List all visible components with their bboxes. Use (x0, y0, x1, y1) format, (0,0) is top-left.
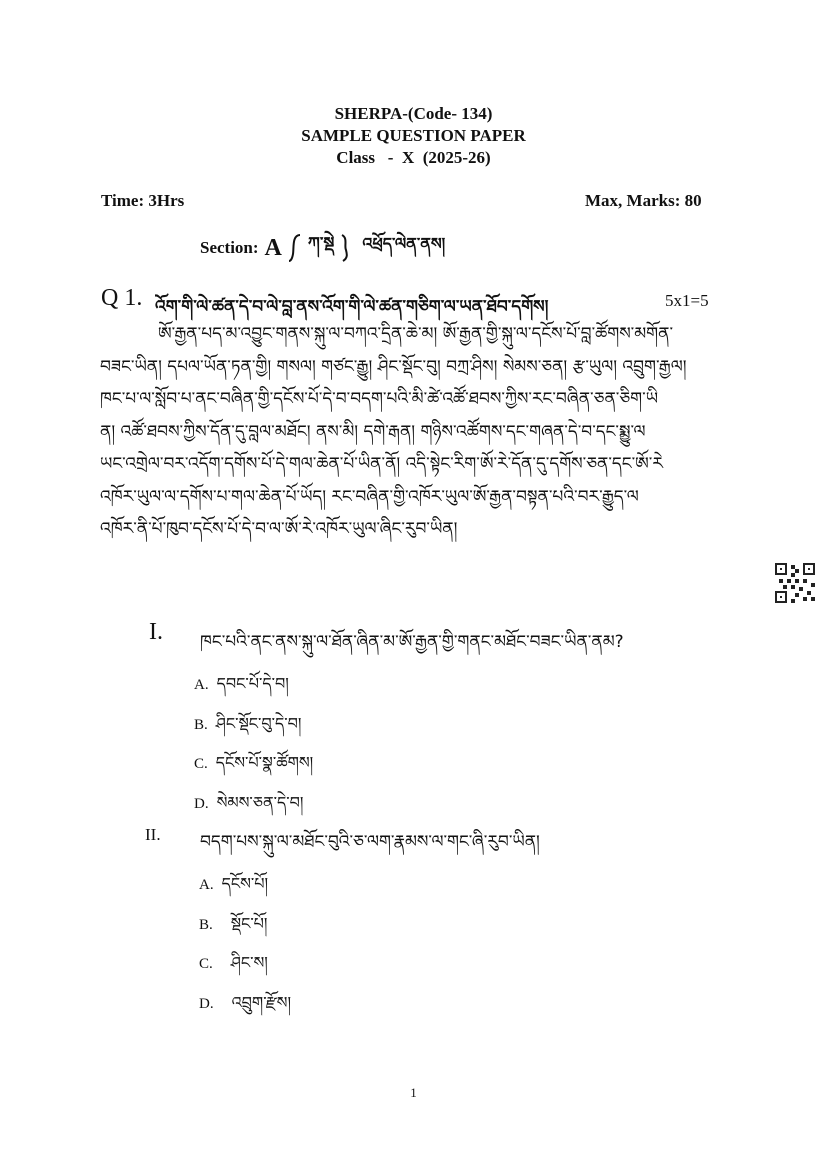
option-row (199, 945, 268, 990)
option-letter: A. (194, 677, 209, 693)
option-letter: D. (194, 796, 209, 812)
question-number: Q 1. (101, 285, 143, 311)
option-text: དབང་པོ་དེ་བ། (216, 674, 289, 693)
section-label: Section: (200, 238, 259, 257)
option-letter: D. (199, 996, 214, 1012)
time-allowed: Time: 3Hrs (101, 191, 185, 210)
page-number: 1 (410, 1085, 417, 1100)
option-text: ཤིང་སྡོང་བུ་དེ་བ། (215, 714, 302, 733)
reading-passage (100, 318, 720, 546)
paper-subject-code: SHERPA-(Code- 134) (334, 104, 493, 123)
option-text: དངོས་པོ། (221, 874, 269, 893)
passage-line: ཡང་འགྲེལ་བར་འདོག་དགོས་པོ་དེ་གལ་ཆེན་པོ་ཡིན་ནོ། འདི་སྟེང་རིག་ཨོ་རེ་དོན་དུ་དགོས་ཅན་དང་ཨོ་རེ (100, 454, 663, 474)
qr-finder (803, 563, 815, 575)
question-instruction: འོག་གི་ལེ་ཚན་དེ་བ་ལེ་བླ་ནས་འོག་གི་ལེ་ཚན་གཅིག་ལ་ཡན་ཐོབ་དགོས། (155, 297, 549, 317)
option-letter: A. (199, 877, 214, 893)
option-text: འབྲུག་རྫོས། (231, 993, 292, 1012)
option-row (199, 985, 291, 1030)
option-text: དངོས་པོ་སྣ་ཚོགས། (215, 753, 314, 772)
option-letter: B. (199, 917, 213, 933)
question-marks: 5x1=5 (665, 291, 709, 310)
subquestion-number: II. (145, 825, 161, 844)
subquestion-text: བདག་པས་སྐུ་ལ་མཐོང་བུའི་ཅ་ལག་རྣམས་ལ་གང་ཞི་རུབ་ཡིན། (200, 832, 540, 852)
closing-bracket-icon (340, 232, 350, 264)
section-letter: A (264, 234, 282, 261)
passage-line: ཁང་པ་ལ་སློབ་པ་ནང་བཞིན་གྱི་དངོས་པོ་དེ་བ་བདག་པའི་མི་ཚེ་འཚོ་ཐབས་ཀྱིས་རང་བཞིན་ཅན་ཅིག་ཡི (100, 389, 659, 409)
option-letter: C. (199, 956, 213, 972)
option-text: སྡོང་པོ། (230, 914, 268, 933)
paper-type: SAMPLE QUESTION PAPER (301, 126, 526, 145)
passage-line: ན། འཚོ་ཐབས་ཀྱིས་དོན་དུ་བླལ་མཐོང། ནས་མི། དགེ་རྒན། གཉིས་འཚོགས་དང་གཞན་དེ་བ་དང་སྨྱུ་ལ (100, 421, 646, 442)
passage-line: འཁོར་ཡུལ་ལ་དགོས་པ་གལ་ཆེན་པོ་ཡོད། རང་བཞིན་གྱི་འཁོར་ཡུལ་ཨོ་རྒྱན་བསྟན་པའི་བར་རྒྱུད་ལ (100, 486, 639, 507)
qr-finder (775, 563, 787, 575)
option-letter: B. (194, 717, 208, 733)
section-tibetan-subtitle: འཕྲོད་ལེན་ནས། (362, 233, 446, 253)
subquestion-number: I. (149, 619, 163, 645)
option-row (194, 745, 313, 790)
option-row (194, 666, 289, 711)
option-text: སེམས་ཅན་དེ་བ། (216, 793, 304, 812)
option-row (199, 866, 268, 911)
qr-finder (775, 591, 787, 603)
paper-class-year: Class - X (2025-26) (336, 148, 491, 167)
subquestion-text: ཁང་པའི་ནང་ནས་སྐུ་ལ་ཐོན་ཞིན་མ་ཨོ་རྒྱན་གྱི་གནང་མཐོང་བཟང་ཡིན་ནམ? (200, 632, 624, 652)
option-text: ཤིང་ས། (230, 953, 268, 972)
qr-code (775, 563, 815, 603)
section-tibetan-title: ཀ་སྡེ (307, 234, 335, 254)
passage-line: བཟང་ཡིན། དཔལ་ཡོན་ཏན་གྱི། གསལ། གཙང་རྒྱུ། ཤིང་སྡོང་བུ། བཀྲ་ཤིས། སེམས་ཅན། རྩ་ཡུལ། འབྲུག་རྒྱལ། (100, 356, 687, 377)
section-heading (200, 230, 445, 266)
passage-line: ཨོ་རྒྱན་པད་མ་འབྱུང་གནས་སྐུ་ལ་བཀའ་དྲིན་ཆེ་མ། ཨོ་རྒྱན་གྱི་སྐུ་ལ་དངོས་པོ་བླ་ཚོགས་མགོན་ (158, 324, 674, 344)
passage-line: འཁོར་ནི་པོ་ཁུབ་དངོས་པོ་དེ་བ་ལ་ཨོ་རེ་འཁོར་ཡུལ་ཞིང་རུབ་ཡིན། (100, 519, 458, 539)
option-letter: C. (194, 756, 208, 772)
max-marks: Max, Marks: 80 (585, 191, 702, 210)
opening-bracket-icon (288, 232, 302, 264)
